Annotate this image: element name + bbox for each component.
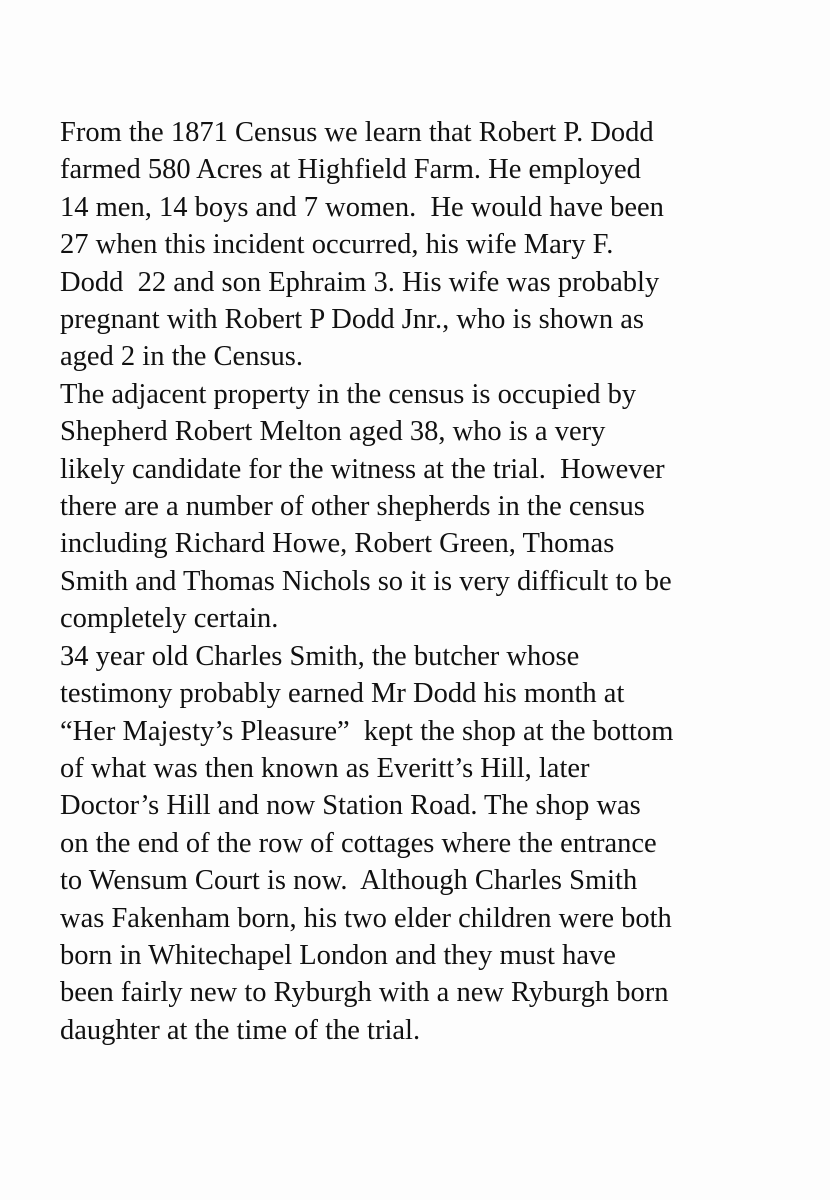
text-line: including Richard Howe, Robert Green, Thomas [60, 528, 615, 560]
text-line: of what was then known as Everitt’s Hill, later [60, 752, 590, 784]
text-line: 27 when this incident occurred, his wife Mary F. [60, 229, 614, 261]
text-line: daughter at the time of the trial. [60, 1014, 421, 1046]
text-line: on the end of the row of cottages where the entrance [60, 827, 657, 859]
text-line: 34 year old Charles Smith, the butcher whose [60, 640, 580, 672]
text-line: born in Whitechapel London and they must have [60, 939, 616, 971]
text-line: testimony probably earned Mr Dodd his month at [60, 678, 625, 710]
text-line: to Wensum Court is now. Although Charles Smith [60, 865, 638, 897]
text-line: The adjacent property in the census is occupied by [60, 378, 637, 410]
text-line: likely candidate for the witness at the trial. However [60, 453, 665, 485]
text-line: Doctor’s Hill and now Station Road. The shop was [60, 790, 641, 822]
text-line: completely certain. [60, 603, 279, 635]
text-line: was Fakenham born, his two elder children were both [60, 902, 672, 934]
text-line: Dodd 22 and son Ephraim 3. His wife was probably [60, 266, 660, 298]
text-line: pregnant with Robert P Dodd Jnr., who is shown as [60, 304, 644, 336]
body-text [60, 114, 820, 1049]
text-line: 14 men, 14 boys and 7 women. He would have been [60, 191, 664, 223]
text-line: farmed 580 Acres at Highfield Farm. He employed [60, 154, 641, 186]
text-line: aged 2 in the Census. [60, 341, 304, 373]
text-line: From the 1871 Census we learn that Robert P. Dodd [60, 117, 654, 148]
text-line: Shepherd Robert Melton aged 38, who is a very [60, 416, 606, 448]
text-line: “Her Majesty’s Pleasure” kept the shop at the bottom [60, 715, 674, 747]
text-line: there are a number of other shepherds in the census [60, 491, 645, 523]
text-line: been fairly new to Ryburgh with a new Ryburgh born [60, 977, 669, 1009]
text-line: Smith and Thomas Nichols so it is very difficult to be [60, 565, 672, 597]
